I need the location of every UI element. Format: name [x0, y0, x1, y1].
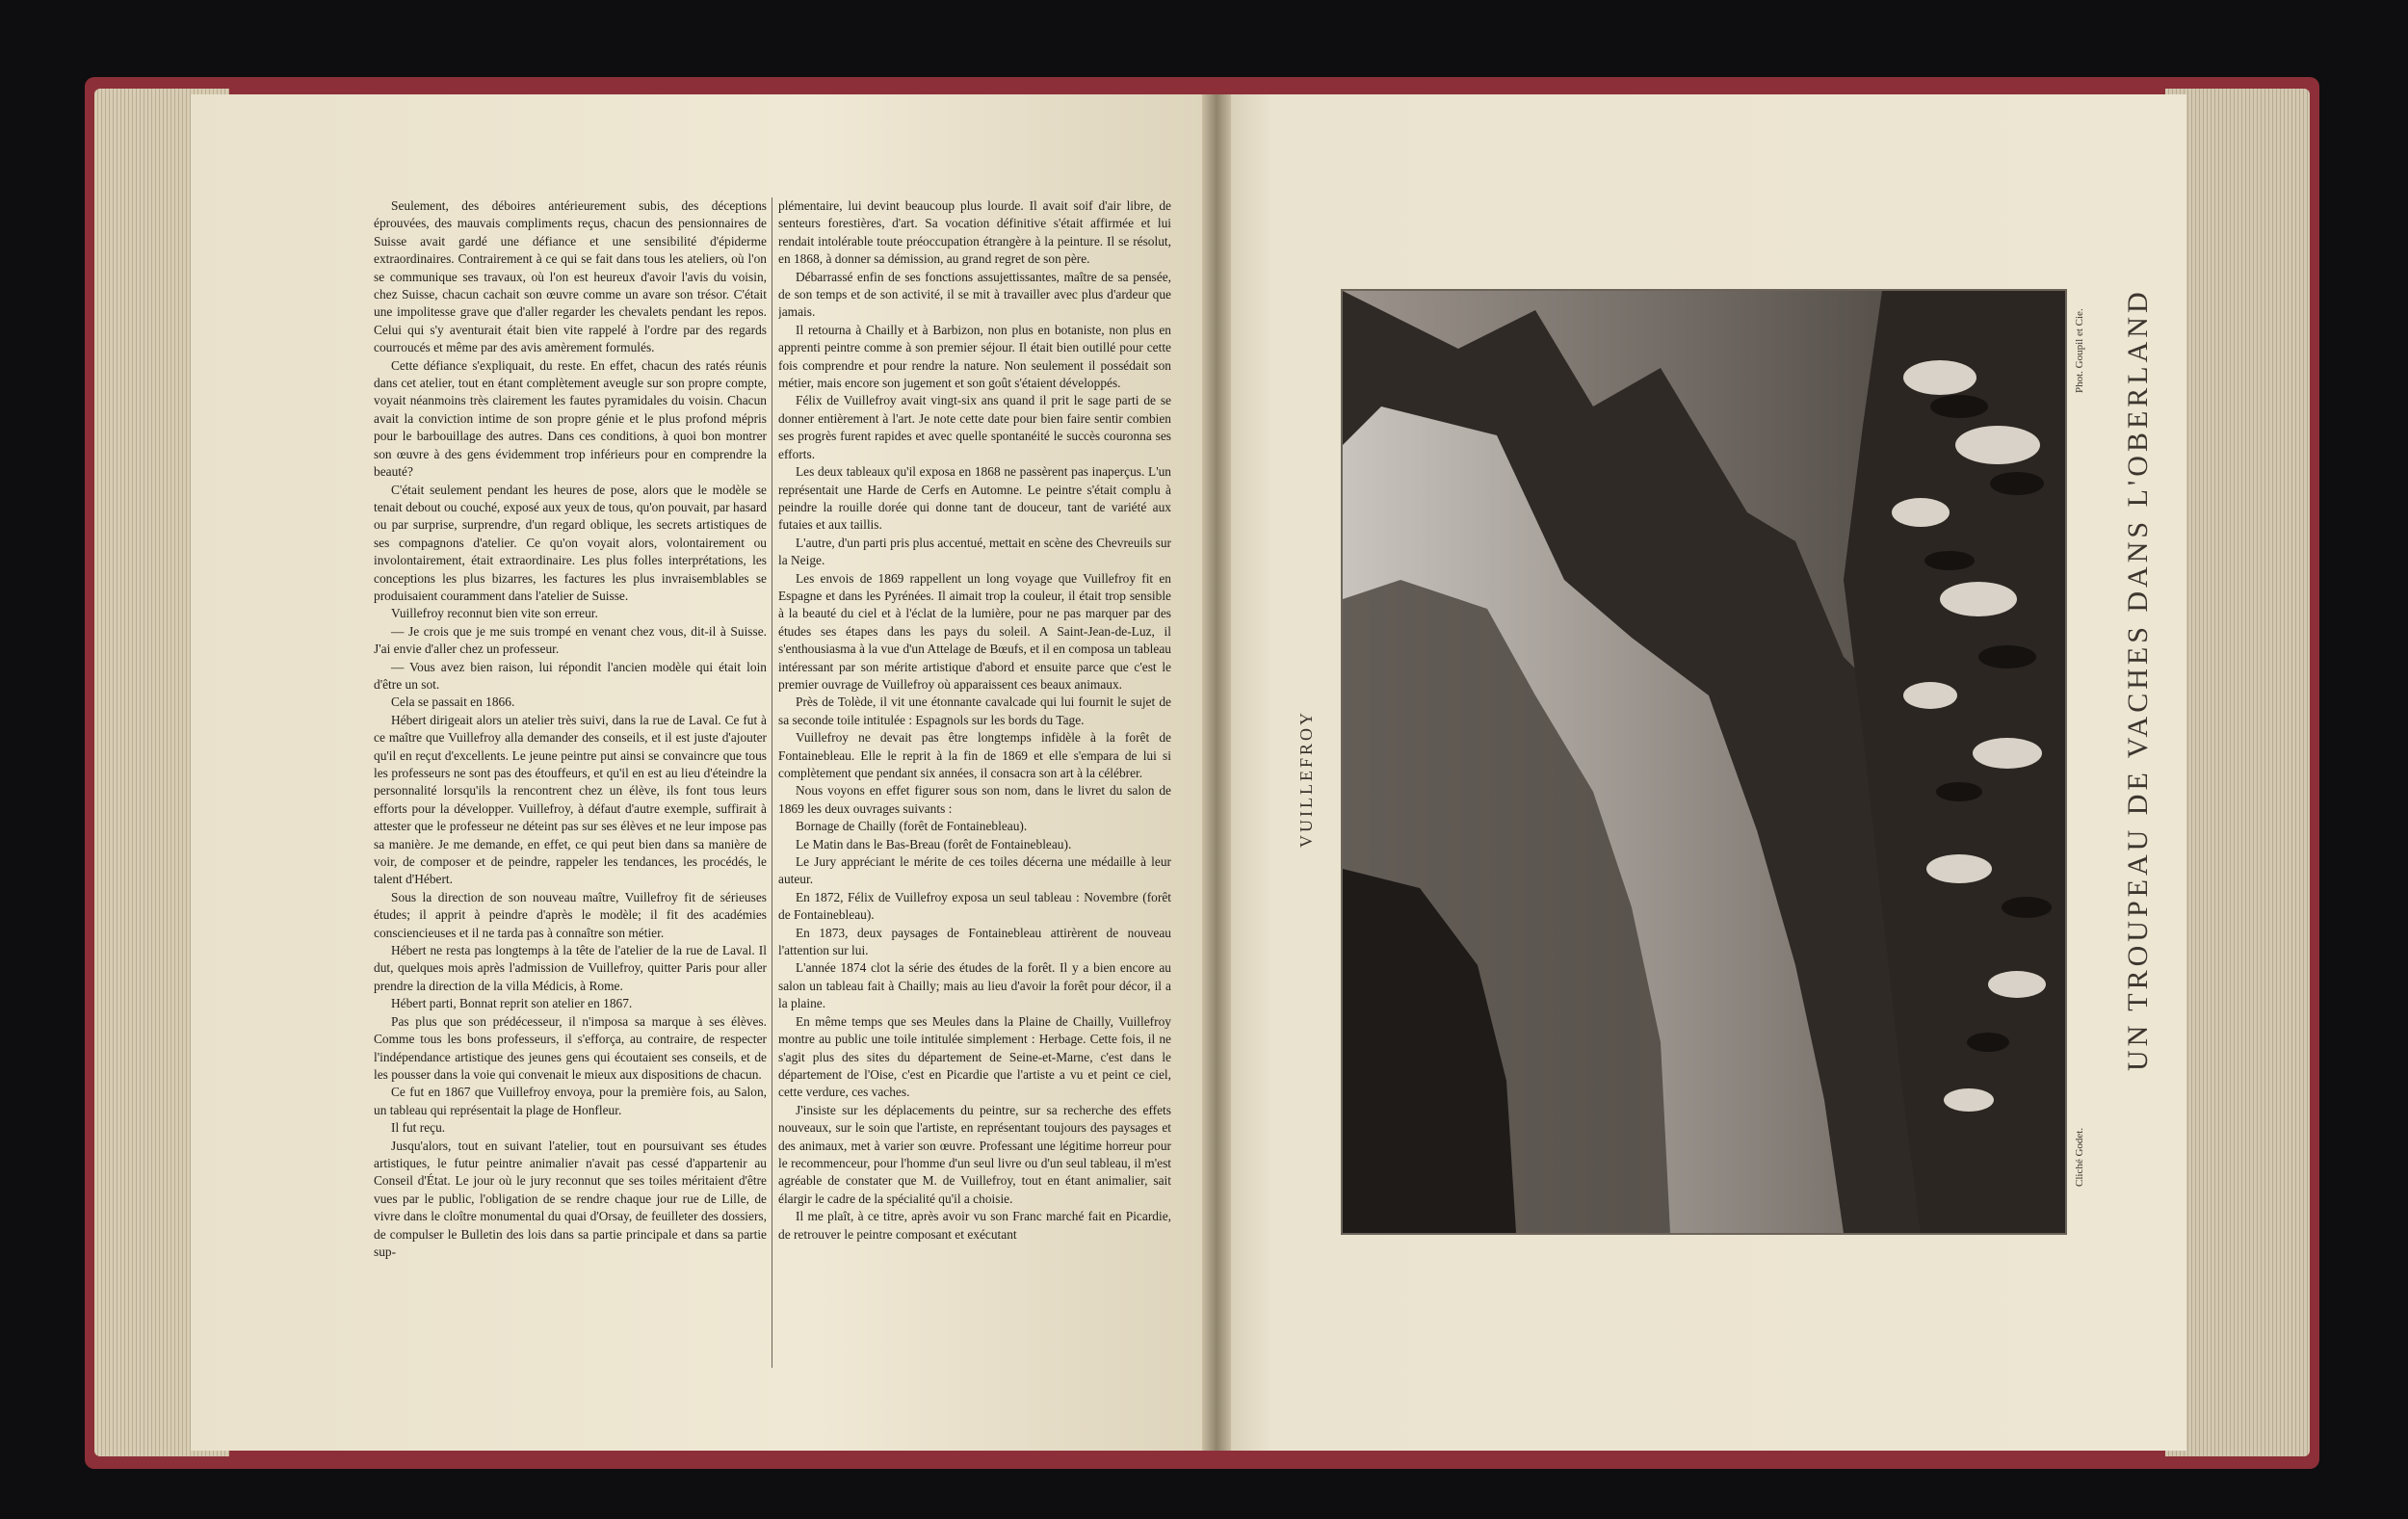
- paragraph: Cela se passait en 1866.: [391, 694, 515, 710]
- paragraph: Débarrassé enfin de ses fonctions assujettissantes, maître de sa pensée, de son temps et de son activité, il se mit à travailler avec plus d'ardeur que jamais.: [778, 269, 1171, 320]
- paragraph: Il fut reçu.: [391, 1120, 446, 1136]
- paragraph: Hébert parti, Bonnat reprit son atelier en 1867.: [391, 996, 633, 1011]
- paragraph: Jusqu'alors, tout en suivant l'atelier, tout en poursuivant ses études artistiques, le futur peintre animalier n'avait pas cessé d'appartenir au Conseil d'État. Le jour où le jury reconnut que ses toiles méritaient d'être vues par le public, l'obligation de se rendre chaque jour rue de Lille, de vivre dans le cloître monumental du quai d'Orsay, de feuilleter des dossiers, de compulser le Bulletin des lois dans sa partie principale et dans sa partie sup-: [374, 1138, 767, 1259]
- photographic-plate: [1343, 291, 2065, 1233]
- paragraph: L'autre, d'un parti pris plus accentué, mettait en scène des Chevreuils sur la Neige.: [778, 535, 1171, 568]
- photo-credit-right: Phot. Goupil et Cie.: [2074, 308, 2085, 393]
- text-column-2: [778, 197, 1171, 1373]
- paragraph: Il me plaît, à ce titre, après avoir vu son Franc marché fait en Picardie, de retrouver le peintre composant et exécutant: [778, 1209, 1171, 1242]
- paragraph: Hébert dirigeait alors un atelier très suivi, dans la rue de Laval. Ce fut à ce maître que Vuillefroy alla demander des conseils, et il est juste d'ajouter qu'il en reçut d'excellents. Le jeune peintre put ainsi se convaincre que tous les professeurs ne sont pas des étouffeurs, et qu'il en est au lieu d'éteindre la personnalité lorsqu'ils la rencontrent chez un élève, ils font tous leurs efforts pour la développer. Vuillefroy, à défaut d'autre exemple, suffirait à attester que le professeur ne déteint pas sur ses élèves et ne leur impose pas sa manière. Je me demande, en effet, ce qui peut bien dans sa manière de voir, de composer et de peindre, rappeler les tendances, les procédés, le talent d'Hébert.: [374, 712, 767, 887]
- plate-caption: UN TROUPEAU DE VACHES DANS L'OBERLAND: [2122, 288, 2154, 1071]
- paragraph: Près de Tolède, il vit une étonnante cavalcade qui lui fournit le sujet de sa seconde toile intitulée : Espagnols sur les bords du Tage.: [778, 694, 1171, 727]
- paragraph: Pas plus que son prédécesseur, il n'imposa sa marque à ses élèves. Comme tous les bons professeurs, il s'efforça, au contraire, de respecter l'indépendance artistique des jeunes gens qui écoutaient ses conseils, et de les pousser dans la voie qui convenait le mieux aux dispositions de chacun.: [374, 1013, 767, 1082]
- paragraph: Félix de Vuillefroy avait vingt-six ans quand il prit le sage parti de se donner entièrement à l'art. Je note cette date pour bien faire sentir combien ses progrès furent rapides et avec quelle spontanéité le succès couronna ses efforts.: [778, 393, 1171, 461]
- paragraph: — Je crois que je me suis trompé en venant chez vous, dit-il à Suisse. J'ai envie d'aller chez un professeur.: [374, 623, 767, 657]
- plate-image: [1343, 291, 2065, 1233]
- paragraph: J'insiste sur les déplacements du peintre, sur sa recherche des effets nouveaux, sur le soin que l'artiste, en représentant toujours des paysages et des animaux, met à varier son œuvre. Professant une légitime horreur pour le recommenceur, pour l'homme d'un seul livre ou d'un seul tableau, il m'est agréable de constater que M. de Vuillefroy, tout en étant animalier, sait élargir le cadre de la spécialité qu'il a choisie.: [778, 1102, 1171, 1206]
- paragraph: Le Matin dans le Bas-Breau (forêt de Fontainebleau).: [796, 836, 1072, 851]
- paragraph: Il retourna à Chailly et à Barbizon, non plus en botaniste, non plus en apprenti peintre comme à son premier séjour. Il était bien outillé pour cette fois comprendre et pour rendre la nature. Non seulement il possédait son métier, mais encore son jugement et son goût s'étaient développés.: [778, 322, 1171, 391]
- paragraph: En même temps que ses Meules dans la Plaine de Chailly, Vuillefroy montre au public une toile intitulée simplement : Herbage. Cette fois, il ne s'agit plus des sites du département de Seine-et-Marne, c'est dans le département de l'Oise, c'est en Picardie que l'artiste a vu et peint ce ciel, cette verdure, ces vaches.: [778, 1013, 1171, 1100]
- paragraph: En 1873, deux paysages de Fontainebleau attirèrent de nouveau l'attention sur lui.: [778, 925, 1171, 958]
- paragraph: Bornage de Chailly (forêt de Fontainebleau).: [796, 819, 1028, 834]
- paragraph: Les envois de 1869 rappellent un long voyage que Vuillefroy fit en Espagne et dans les Pyrénées. Il aimait trop la couleur, il était trop sensible à la beauté du ciel et à l'éclat de la lumière, pour ne pas marquer par des études ses étapes dans les pays du soleil. A Saint-Jean-de-Luz, il s'enthousiasma à la vue d'un Attelage de Bœufs, et il en composa un tableau intéressant par son mérite artistique d'abord et ensuite parce que c'est le premier ouvrage de Vuillefroy où apparaissent ces beaux animaux.: [778, 570, 1171, 692]
- photo-credit-left: Cliché Godet.: [2074, 1127, 2085, 1187]
- paragraph: Hébert ne resta pas longtemps à la tête de l'atelier de la rue de Laval. Il dut, quelques mois après l'admission de Vuillefroy, quitter Paris pour aller prendre la direction de la villa Médicis, à Rome.: [374, 943, 767, 993]
- paragraph: Nous voyons en effet figurer sous son nom, dans le livret du salon de 1869 les deux ouvrages suivants :: [778, 783, 1171, 816]
- paragraph: Vuillefroy ne devait pas être longtemps infidèle à la forêt de Fontainebleau. Elle le reprit à la fin de 1869 et elle s'empara de lui si complètement que pendant six années, il consacra son art à la célébrer.: [778, 730, 1171, 780]
- paragraph: plémentaire, lui devint beaucoup plus lourde. Il avait soif d'air libre, de senteurs forestières, d'art. Sa vocation définitive s'était affirmée et lui rendait intolérable toute préoccupation étrangère à la peinture. Il se résolut, en 1868, à donner sa démission, au grand regret de son père.: [778, 198, 1171, 267]
- paragraph: — Vous avez bien raison, lui répondit l'ancien modèle qui était loin d'être un sot.: [374, 659, 767, 692]
- paragraph: C'était seulement pendant les heures de pose, alors que le modèle se tenait debout ou couché, exposé aux yeux de tous, qu'on pouvait, par hasard ou par surprise, surprendre, d'un regard oblique, les secrets artistiques de ses compagnons d'atelier. Ce qu'on voyait alors, volontairement ou involontairement, était extraordinaire. Les plus folles interprétations, les conceptions les plus bizarres, les factures les plus invraisemblables se produisaient couramment dans l'atelier de Suisse.: [374, 482, 767, 603]
- paragraph: L'année 1874 clot la série des études de la forêt. Il y a bien encore au salon un tableau fait à Chailly; mais au lieu d'avoir la forêt pour décor, il a la plaine.: [778, 960, 1171, 1011]
- paragraph: Vuillefroy reconnut bien vite son erreur.: [391, 606, 598, 621]
- paragraph: En 1872, Félix de Vuillefroy exposa un seul tableau : Novembre (forêt de Fontainebleau).: [778, 889, 1171, 923]
- book-gutter: [1202, 94, 1231, 1451]
- paragraph: Seulement, des déboires antérieurement subis, des déceptions éprouvées, des mauvais compliments reçus, chacun des pensionnaires de Suisse avait gardé une défiance et une sensibilité d'épiderme extraordinaires. Contrairement à ce qui se fait dans tous les ateliers, où l'on se communique ses travaux, où l'on est heureux d'avoir l'avis du voisin, chez Suisse, chacun cachait son œuvre comme un avare son trésor. C'était une impolitesse grave que d'aller regarder les chevalets pendant les repos. Celui qui s'y aventurait était bien vite rappelé à l'ordre par des regards courroucés et même par des avis amèrement formulés.: [374, 198, 767, 355]
- paragraph: Les deux tableaux qu'il exposa en 1868 ne passèrent pas inaperçus. L'un représentait une Harde de Cerfs en Automne. Le peintre s'était complu à peindre la rouille dorée qui donne tant de douceur, tant de variété aux futaies et aux taillis.: [778, 464, 1171, 533]
- paragraph: Le Jury appréciant le mérite de ces toiles décerna une médaille à leur auteur.: [778, 854, 1171, 887]
- paragraph: Ce fut en 1867 que Vuillefroy envoya, pour la première fois, au Salon, un tableau qui représentait la plage de Honfleur.: [374, 1085, 767, 1117]
- page-edges-right: [2165, 89, 2310, 1456]
- artist-name: VUILLEFROY: [1296, 710, 1316, 848]
- paragraph: Sous la direction de son nouveau maître, Vuillefroy fit de sérieuses études; il apprit à peindre d'après le modèle; il fit des académies consciencieuses et il ne tarda pas à connaître son métier.: [374, 889, 767, 940]
- text-column-1: [374, 197, 767, 1373]
- paragraph: Cette défiance s'expliquait, du reste. En effet, chacun des ratés réunis dans cet atelier, tout en étant complètement aveugle sur son propre compte, voyait néanmoins très clairement les fautes pyramidales du voisin. Chacun avait la conviction intime de son propre génie et le plus profond mépris pour le barbouillage des autres. Dans ces conditions, à quoi bon montrer son œuvre à des gens évidemment trop inférieurs pour en comprendre la beauté?: [374, 357, 767, 480]
